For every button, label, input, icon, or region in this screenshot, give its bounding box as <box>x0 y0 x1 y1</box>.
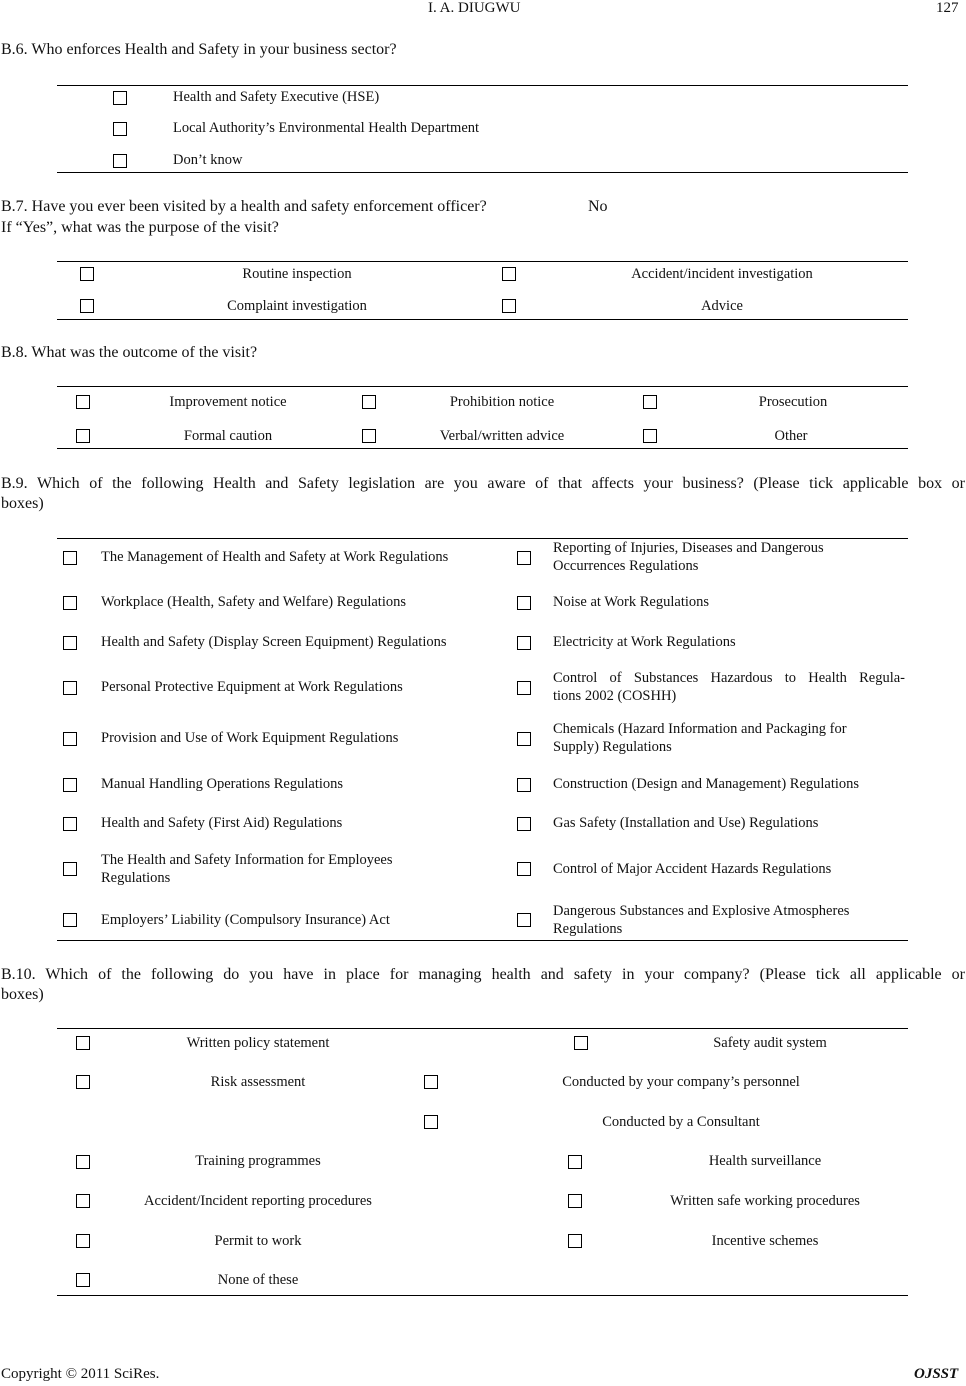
table-rule-bottom <box>57 448 908 449</box>
legislation-comah: Control of Major Accident Hazards Regulations <box>553 861 832 877</box>
option-incentive-schemes: Incentive schemes <box>711 1233 819 1249</box>
question-b8: B.8. What was the outcome of the visit? <box>1 344 258 361</box>
checkbox-none-of-these[interactable] <box>76 1273 90 1287</box>
checkbox-safe-working[interactable] <box>568 1194 582 1208</box>
table-rule-top <box>57 261 908 262</box>
legislation-noise: Noise at Work Regulations <box>553 594 710 610</box>
checkbox-improvement-notice[interactable] <box>76 395 90 409</box>
option-conducted-consultant: Conducted by a Consultant <box>602 1114 760 1130</box>
legislation-construction: Construction (Design and Management) Regulations <box>553 776 860 792</box>
question-b10 <box>1 966 965 1004</box>
option-verbal-written-advice: Verbal/written advice <box>439 428 565 444</box>
checkbox-complaint-investigation[interactable] <box>80 299 94 313</box>
checkbox-other[interactable] <box>643 429 657 443</box>
checkbox-management-hs[interactable] <box>63 551 77 565</box>
checkbox-local-authority[interactable] <box>113 122 127 136</box>
option-prosecution: Prosecution <box>758 394 828 410</box>
question-b7-followup: If “Yes”, what was the purpose of the visit? <box>1 219 279 236</box>
checkbox-first-aid[interactable] <box>63 817 77 831</box>
checkbox-electricity[interactable] <box>517 636 531 650</box>
option-improvement-notice: Improvement notice <box>169 394 287 410</box>
legislation-coshh-line2: tions 2002 (COSHH) <box>553 688 677 704</box>
legislation-employers-liability: Employers’ Liability (Compulsory Insurance) Act <box>101 912 390 928</box>
answer-no: No <box>588 198 608 215</box>
checkbox-prohibition-notice[interactable] <box>362 395 376 409</box>
legislation-gas-safety: Gas Safety (Installation and Use) Regulations <box>553 815 819 831</box>
checkbox-permit-to-work[interactable] <box>76 1234 90 1248</box>
checkbox-routine-inspection[interactable] <box>80 267 94 281</box>
legislation-riddor: Reporting of Injuries, Diseases and Dangerous Occurrences Regulations <box>553 540 824 574</box>
table-rule-top <box>57 1028 908 1029</box>
checkbox-work-equipment[interactable] <box>63 732 77 746</box>
checkbox-employers-liability[interactable] <box>63 913 77 927</box>
legislation-information-employees: The Health and Safety Information for Employees Regulations <box>101 852 393 886</box>
legislation-dsear: Dangerous Substances and Explosive Atmospheres Regulations <box>553 903 850 937</box>
table-rule-bottom <box>57 940 908 941</box>
option-complaint-investigation: Complaint investigation <box>227 298 367 314</box>
table-rule-top <box>57 85 908 86</box>
checkbox-conducted-personnel[interactable] <box>424 1075 438 1089</box>
checkbox-noise[interactable] <box>517 596 531 610</box>
table-rule-top <box>57 386 908 387</box>
checkbox-accident-investigation[interactable] <box>502 267 516 281</box>
checkbox-safety-audit[interactable] <box>574 1036 588 1050</box>
checkbox-training[interactable] <box>76 1155 90 1169</box>
table-rule-bottom <box>57 319 908 320</box>
question-b9-line1: B.9. Which of the following Health and Safety legislation are you aware of that affects your business? (Please tick applicable box or <box>1 475 965 492</box>
legislation-manual-handling: Manual Handling Operations Regulations <box>101 776 344 792</box>
legislation-coshh <box>553 669 905 705</box>
checkbox-riddor[interactable] <box>517 551 531 565</box>
checkbox-display-screen[interactable] <box>63 636 77 650</box>
legislation-first-aid: Health and Safety (First Aid) Regulations <box>101 815 343 831</box>
checkbox-formal-caution[interactable] <box>76 429 90 443</box>
checkbox-incident-reporting[interactable] <box>76 1194 90 1208</box>
option-permit-to-work: Permit to work <box>214 1233 302 1249</box>
option-training: Training programmes <box>195 1153 321 1169</box>
question-b7: B.7. Have you ever been visited by a health and safety enforcement officer? <box>1 198 487 215</box>
option-other: Other <box>774 428 808 444</box>
checkbox-hse[interactable] <box>113 91 127 105</box>
footer-copyright: Copyright © 2011 SciRes. <box>1 1366 160 1382</box>
option-safe-working: Written safe working procedures <box>670 1193 860 1209</box>
checkbox-gas-safety[interactable] <box>517 817 531 831</box>
checkbox-manual-handling[interactable] <box>63 778 77 792</box>
checkbox-verbal-written-advice[interactable] <box>362 429 376 443</box>
option-dont-know: Don’t know <box>173 152 243 168</box>
checkbox-chemicals[interactable] <box>517 732 531 746</box>
checkbox-dsear[interactable] <box>517 913 531 927</box>
option-hse: Health and Safety Executive (HSE) <box>173 89 380 105</box>
table-rule-bottom <box>57 1295 908 1296</box>
checkbox-dont-know[interactable] <box>113 154 127 168</box>
option-prohibition-notice: Prohibition notice <box>449 394 555 410</box>
option-written-policy: Written policy statement <box>186 1035 330 1051</box>
running-header-author: I. A. DIUGWU <box>428 0 521 16</box>
option-incident-reporting: Accident/Incident reporting procedures <box>144 1193 372 1209</box>
checkbox-conducted-consultant[interactable] <box>424 1115 438 1129</box>
question-b9 <box>1 475 965 513</box>
legislation-display-screen: Health and Safety (Display Screen Equipment) Regulations <box>101 634 447 650</box>
checkbox-ppe[interactable] <box>63 681 77 695</box>
legislation-chemicals: Chemicals (Hazard Information and Packaging for Supply) Regulations <box>553 721 847 755</box>
legislation-coshh-line1: Control of Substances Hazardous to Health Regula- <box>553 670 905 686</box>
legislation-ppe: Personal Protective Equipment at Work Regulations <box>101 679 403 695</box>
legislation-workplace: Workplace (Health, Safety and Welfare) Regulations <box>101 594 407 610</box>
question-b10-line2: boxes) <box>1 986 44 1003</box>
table-rule-bottom <box>57 172 908 173</box>
legislation-electricity: Electricity at Work Regulations <box>553 634 736 650</box>
footer-journal: OJSST <box>914 1366 959 1382</box>
option-safety-audit: Safety audit system <box>713 1035 827 1051</box>
checkbox-information-employees[interactable] <box>63 862 77 876</box>
checkbox-workplace[interactable] <box>63 596 77 610</box>
option-formal-caution: Formal caution <box>183 428 273 444</box>
question-b9-line2: boxes) <box>1 495 44 512</box>
option-none-of-these: None of these <box>217 1272 299 1288</box>
option-local-authority: Local Authority’s Environmental Health Department <box>173 120 480 136</box>
legislation-work-equipment: Provision and Use of Work Equipment Regulations <box>101 730 399 746</box>
checkbox-prosecution[interactable] <box>643 395 657 409</box>
checkbox-construction[interactable] <box>517 778 531 792</box>
option-conducted-personnel: Conducted by your company’s personnel <box>562 1074 800 1090</box>
option-risk-assessment: Risk assessment <box>210 1074 306 1090</box>
legislation-management-hs: The Management of Health and Safety at Work Regulations <box>101 549 449 565</box>
checkbox-health-surveillance[interactable] <box>568 1155 582 1169</box>
checkbox-incentive-schemes[interactable] <box>568 1234 582 1248</box>
page-number: 127 <box>936 0 959 16</box>
checkbox-risk-assessment[interactable] <box>76 1075 90 1089</box>
checkbox-comah[interactable] <box>517 862 531 876</box>
option-health-surveillance: Health surveillance <box>708 1153 822 1169</box>
option-accident-investigation: Accident/incident investigation <box>631 266 813 282</box>
checkbox-written-policy[interactable] <box>76 1036 90 1050</box>
question-b6: B.6. Who enforces Health and Safety in your business sector? <box>1 41 397 58</box>
option-routine-inspection: Routine inspection <box>242 266 352 282</box>
question-b10-line1: B.10. Which of the following do you have in place for managing health and safety in your company? (Please tick all applicable or <box>1 966 965 983</box>
option-advice: Advice <box>701 298 743 314</box>
checkbox-coshh[interactable] <box>517 681 531 695</box>
checkbox-advice[interactable] <box>502 299 516 313</box>
